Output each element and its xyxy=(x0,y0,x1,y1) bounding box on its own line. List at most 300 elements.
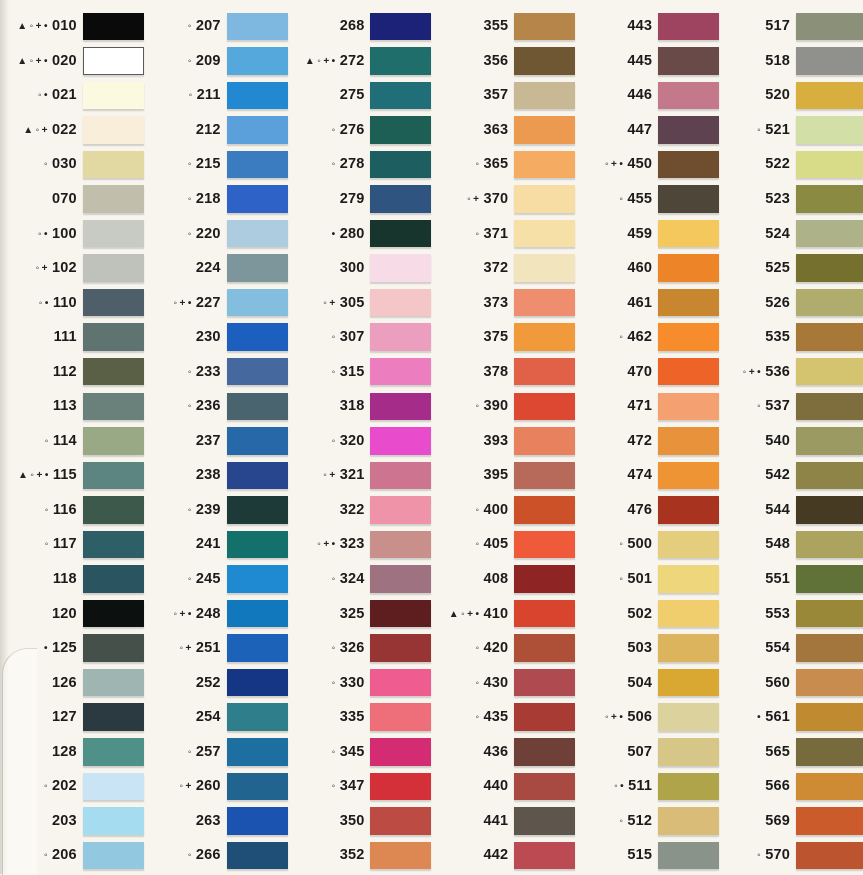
color-row-335 xyxy=(288,700,432,735)
color-swatch-420 xyxy=(514,634,575,662)
color-row-206 xyxy=(0,838,144,873)
color-swatch-378 xyxy=(514,358,575,386)
color-code-label: 535 xyxy=(765,329,790,346)
color-swatch-323 xyxy=(370,531,431,559)
color-swatch-320 xyxy=(370,427,431,455)
color-row-125 xyxy=(0,631,144,666)
color-swatch-118 xyxy=(83,565,144,593)
color-swatch-260 xyxy=(227,773,288,801)
symbol-marks: ◦+• xyxy=(173,608,194,620)
color-row-436 xyxy=(431,734,575,769)
color-row-278 xyxy=(288,147,432,182)
color-code-label: 318 xyxy=(339,398,365,415)
color-code-label: ◦ 257 xyxy=(187,743,221,760)
color-row-357 xyxy=(431,78,575,113)
color-code-label: 325 xyxy=(339,605,365,622)
color-code-label: 268 xyxy=(339,18,365,35)
color-swatch-279 xyxy=(370,185,431,213)
symbol-marks: ◦ xyxy=(619,815,626,827)
color-swatch-474 xyxy=(658,462,719,490)
symbol-marks: ◦ xyxy=(331,643,338,655)
color-code-label: ◦+• 248 xyxy=(173,605,221,622)
color-code-label: 224 xyxy=(195,260,221,277)
symbol-marks: ◦ xyxy=(475,159,482,171)
color-swatch-280 xyxy=(370,220,431,248)
symbol-marks: ◦ xyxy=(43,781,51,793)
color-code-label: ◦ 400 xyxy=(475,501,509,518)
color-row-445 xyxy=(575,44,719,79)
color-code-label: 565 xyxy=(765,743,790,760)
color-swatch-536 xyxy=(796,358,863,386)
color-row-241 xyxy=(144,527,288,562)
color-code-label: ◦• 100 xyxy=(37,225,77,242)
symbol-marks: ▲◦+• xyxy=(304,55,338,67)
color-swatch-554 xyxy=(796,634,863,662)
symbol-marks: ▲◦+• xyxy=(17,55,51,67)
color-code-label: ◦ 501 xyxy=(619,571,653,588)
color-swatch-257 xyxy=(227,738,288,766)
color-code-label: 350 xyxy=(339,812,365,829)
color-code-label: 542 xyxy=(765,467,790,484)
color-code-label: ◦ 420 xyxy=(475,640,509,657)
color-row-117 xyxy=(0,527,144,562)
color-code-label: 472 xyxy=(627,432,653,449)
color-swatch-345 xyxy=(370,738,431,766)
color-row-215 xyxy=(144,147,288,182)
swatch-column-1 xyxy=(0,9,144,874)
color-swatch-356 xyxy=(514,47,575,75)
color-row-275 xyxy=(288,78,432,113)
color-row-540 xyxy=(719,424,863,459)
color-swatch-220 xyxy=(227,220,288,248)
color-swatch-565 xyxy=(796,738,863,766)
symbol-marks: ◦ xyxy=(619,194,626,205)
color-row-260 xyxy=(144,769,288,804)
color-code-label: ◦+ 370 xyxy=(467,191,509,207)
color-code-label: ◦ 435 xyxy=(475,709,509,726)
color-swatch-393 xyxy=(514,427,575,455)
symbol-marks: ◦ xyxy=(187,504,194,516)
color-code-label: 523 xyxy=(765,191,790,207)
color-swatch-551 xyxy=(796,565,863,593)
color-swatch-518 xyxy=(796,47,863,75)
color-code-label: ▲◦+• 010 xyxy=(17,18,77,35)
color-swatch-436 xyxy=(514,738,575,766)
symbol-marks: ◦ xyxy=(331,781,338,793)
color-code-label: 120 xyxy=(52,605,77,622)
symbol-marks: ◦+• xyxy=(604,712,626,724)
color-swatch-111 xyxy=(83,323,144,351)
color-code-label: ▲◦+• 020 xyxy=(17,52,77,69)
symbol-marks: ◦+ xyxy=(35,263,51,275)
color-row-236 xyxy=(144,389,288,424)
color-code-label: 470 xyxy=(627,363,653,380)
color-swatch-350 xyxy=(370,807,431,835)
color-swatch-440 xyxy=(514,773,575,801)
color-code-label: ◦ 390 xyxy=(475,398,509,415)
symbol-marks: ◦ xyxy=(331,159,338,171)
color-row-352 xyxy=(288,838,432,873)
color-swatch-218 xyxy=(227,185,288,213)
color-code-label: ◦ 236 xyxy=(187,398,221,415)
color-row-305 xyxy=(288,285,432,320)
color-code-label: ◦ 209 xyxy=(187,52,221,69)
color-swatch-330 xyxy=(370,669,431,697)
color-code-label: 300 xyxy=(339,260,365,277)
color-swatch-540 xyxy=(796,427,863,455)
color-row-350 xyxy=(288,804,432,839)
color-code-label: 525 xyxy=(765,260,790,277)
color-swatch-202 xyxy=(83,773,144,801)
color-code-label: ◦• 110 xyxy=(38,294,77,311)
color-code-label: 440 xyxy=(483,778,509,795)
color-swatch-511 xyxy=(658,773,719,801)
color-code-label: 127 xyxy=(52,709,77,726)
color-row-115 xyxy=(0,458,144,493)
color-row-257 xyxy=(144,734,288,769)
color-swatch-355 xyxy=(514,13,575,41)
color-swatch-305 xyxy=(370,289,431,317)
symbol-marks: ◦ xyxy=(475,643,482,655)
color-swatch-370 xyxy=(514,185,575,213)
color-code-label: ◦ 266 xyxy=(187,847,221,864)
color-swatch-447 xyxy=(658,116,719,144)
color-row-102 xyxy=(0,251,144,286)
color-code-label: ◦ 330 xyxy=(331,674,365,691)
color-row-518 xyxy=(719,44,863,79)
color-row-300 xyxy=(288,251,432,286)
color-code-label: 544 xyxy=(765,501,790,518)
symbol-marks: ◦+• xyxy=(604,159,626,171)
color-row-443 xyxy=(575,9,719,44)
color-swatch-373 xyxy=(514,289,575,317)
color-row-251 xyxy=(144,631,288,666)
color-code-label: 275 xyxy=(339,87,365,104)
color-code-label: ◦ 116 xyxy=(44,501,77,518)
color-row-393 xyxy=(431,424,575,459)
color-code-label: ◦+ 305 xyxy=(323,294,365,311)
color-row-113 xyxy=(0,389,144,424)
color-swatch-512 xyxy=(658,807,719,835)
color-swatch-502 xyxy=(658,600,719,628)
color-swatch-544 xyxy=(796,496,863,524)
color-swatch-500 xyxy=(658,531,719,559)
symbol-marks: ◦ xyxy=(44,504,51,516)
color-swatch-542 xyxy=(796,462,863,490)
symbol-marks: ◦+• xyxy=(317,539,338,551)
color-row-523 xyxy=(719,182,863,217)
color-swatch-127 xyxy=(83,703,144,731)
color-swatch-503 xyxy=(658,634,719,662)
color-swatch-461 xyxy=(658,289,719,317)
color-row-207 xyxy=(144,9,288,44)
color-code-label: 111 xyxy=(53,329,77,346)
symbol-marks: ◦+ xyxy=(467,194,482,205)
color-code-label: 445 xyxy=(627,52,653,69)
color-code-label: ◦+• 450 xyxy=(604,156,653,173)
color-row-371 xyxy=(431,216,575,251)
color-code-label: ◦ 278 xyxy=(331,156,365,173)
color-row-326 xyxy=(288,631,432,666)
color-code-label: ◦ 245 xyxy=(187,571,221,588)
color-row-570 xyxy=(719,838,863,873)
color-swatch-245 xyxy=(227,565,288,593)
color-row-515 xyxy=(575,838,719,873)
color-code-label: 569 xyxy=(765,812,790,829)
color-code-label: ◦ 320 xyxy=(331,432,365,449)
color-code-label: ◦ 206 xyxy=(43,847,77,864)
color-code-label: ◦+• 506 xyxy=(604,709,653,726)
color-row-442 xyxy=(431,838,575,873)
symbol-marks: ◦ xyxy=(475,228,482,240)
color-swatch-535 xyxy=(796,323,863,351)
color-code-label: ◦ 345 xyxy=(331,743,365,760)
color-code-label: 118 xyxy=(52,571,77,588)
color-row-111 xyxy=(0,320,144,355)
symbol-marks: ▲◦+• xyxy=(18,470,51,482)
color-row-535 xyxy=(719,320,863,355)
color-code-label: ◦ 430 xyxy=(475,674,509,691)
color-code-label: ◦• 021 xyxy=(37,87,77,104)
color-code-label: 113 xyxy=(52,398,77,415)
color-code-label: 241 xyxy=(195,536,221,553)
color-code-label: 551 xyxy=(765,571,790,588)
color-row-542 xyxy=(719,458,863,493)
color-row-405 xyxy=(431,527,575,562)
color-swatch-236 xyxy=(227,393,288,421)
color-row-471 xyxy=(575,389,719,424)
color-code-label: ◦ 315 xyxy=(331,363,365,380)
color-swatch-112 xyxy=(83,358,144,386)
color-code-label: ◦ 233 xyxy=(187,363,221,380)
color-swatch-515 xyxy=(658,842,719,870)
color-code-label: ◦+ 251 xyxy=(179,640,221,657)
color-swatch-462 xyxy=(658,323,719,351)
color-swatch-275 xyxy=(370,82,431,110)
color-code-label: ◦ 570 xyxy=(757,847,790,864)
color-swatch-203 xyxy=(83,807,144,835)
color-row-440 xyxy=(431,769,575,804)
color-swatch-254 xyxy=(227,703,288,731)
color-swatch-526 xyxy=(796,289,863,317)
color-row-318 xyxy=(288,389,432,424)
color-swatch-561 xyxy=(796,703,863,731)
color-code-label: 553 xyxy=(765,605,790,622)
color-code-label: 373 xyxy=(483,294,509,311)
color-code-label: 548 xyxy=(765,536,790,553)
color-row-248 xyxy=(144,596,288,631)
color-row-447 xyxy=(575,113,719,148)
color-swatch-110 xyxy=(83,289,144,317)
color-code-label: ▲◦+• 115 xyxy=(18,467,77,484)
color-code-label: ◦ 239 xyxy=(187,501,221,518)
color-row-356 xyxy=(431,44,575,79)
color-swatch-300 xyxy=(370,254,431,282)
color-row-521 xyxy=(719,113,863,148)
color-row-525 xyxy=(719,251,863,286)
color-code-label: 517 xyxy=(765,18,790,35)
color-swatch-363 xyxy=(514,116,575,144)
symbol-marks: ◦ xyxy=(187,401,194,413)
color-row-378 xyxy=(431,354,575,389)
symbol-marks: ◦ xyxy=(475,677,482,689)
symbol-marks: ◦ xyxy=(331,124,338,136)
color-swatch-102 xyxy=(83,254,144,282)
color-row-511 xyxy=(575,769,719,804)
symbol-marks: ◦ xyxy=(475,504,482,516)
color-row-472 xyxy=(575,424,719,459)
color-swatch-430 xyxy=(514,669,575,697)
color-swatch-278 xyxy=(370,151,431,179)
color-row-268 xyxy=(288,9,432,44)
color-swatch-525 xyxy=(796,254,863,282)
color-swatch-030 xyxy=(83,151,144,179)
color-code-label: 395 xyxy=(483,467,509,484)
symbol-marks: ◦ xyxy=(475,539,482,551)
color-code-label: ◦ 326 xyxy=(331,640,365,657)
color-swatch-120 xyxy=(83,600,144,628)
swatch-column-4 xyxy=(431,9,575,874)
color-code-label: 471 xyxy=(627,398,653,415)
swatch-column-2 xyxy=(144,9,288,874)
color-row-408 xyxy=(431,562,575,597)
color-code-label: ◦+• 536 xyxy=(742,363,790,380)
color-code-label: 070 xyxy=(52,191,77,207)
symbol-marks: ◦+ xyxy=(179,781,194,793)
symbol-marks: ◦ xyxy=(331,366,338,378)
color-row-355 xyxy=(431,9,575,44)
color-swatch-435 xyxy=(514,703,575,731)
color-row-112 xyxy=(0,354,144,389)
color-swatch-113 xyxy=(83,393,144,421)
color-row-517 xyxy=(719,9,863,44)
color-row-230 xyxy=(144,320,288,355)
color-swatch-375 xyxy=(514,323,575,351)
color-code-label: ◦+ 321 xyxy=(323,467,365,484)
color-swatch-560 xyxy=(796,669,863,697)
color-swatch-128 xyxy=(83,738,144,766)
color-code-label: 459 xyxy=(627,225,653,242)
color-row-554 xyxy=(719,631,863,666)
color-row-560 xyxy=(719,665,863,700)
color-row-022 xyxy=(0,113,144,148)
color-swatch-352 xyxy=(370,842,431,870)
color-code-label: ◦ 218 xyxy=(187,191,221,207)
symbol-marks: ◦ xyxy=(187,159,194,171)
color-swatch-315 xyxy=(370,358,431,386)
color-row-565 xyxy=(719,734,863,769)
color-row-553 xyxy=(719,596,863,631)
color-code-label: 378 xyxy=(483,363,509,380)
color-code-label: 263 xyxy=(195,812,221,829)
color-row-280 xyxy=(288,216,432,251)
color-swatch-520 xyxy=(796,82,863,110)
color-row-126 xyxy=(0,665,144,700)
color-swatch-100 xyxy=(83,220,144,248)
color-swatch-239 xyxy=(227,496,288,524)
color-row-118 xyxy=(0,562,144,597)
color-row-202 xyxy=(0,769,144,804)
color-row-276 xyxy=(288,113,432,148)
color-swatch-476 xyxy=(658,496,719,524)
color-row-520 xyxy=(719,78,863,113)
color-row-503 xyxy=(575,631,719,666)
symbol-marks: ◦ xyxy=(43,850,51,862)
color-swatch-553 xyxy=(796,600,863,628)
color-swatch-523 xyxy=(796,185,863,213)
symbol-marks: ▲◦+• xyxy=(17,21,51,33)
color-code-label: 357 xyxy=(483,87,509,104)
symbol-marks: ◦ xyxy=(187,228,194,240)
color-code-label: 252 xyxy=(195,674,221,691)
color-code-label: 128 xyxy=(52,743,77,760)
color-code-label: 502 xyxy=(627,605,653,622)
color-swatch-410 xyxy=(514,600,575,628)
color-swatch-357 xyxy=(514,82,575,110)
color-row-363 xyxy=(431,113,575,148)
color-row-400 xyxy=(431,493,575,528)
color-swatch-570 xyxy=(796,842,863,870)
color-code-label: ◦ 512 xyxy=(619,812,653,829)
color-swatch-114 xyxy=(83,427,144,455)
color-code-label: 522 xyxy=(765,156,790,173)
color-row-254 xyxy=(144,700,288,735)
color-swatch-251 xyxy=(227,634,288,662)
color-row-551 xyxy=(719,562,863,597)
color-swatch-450 xyxy=(658,151,719,179)
color-row-375 xyxy=(431,320,575,355)
color-row-370 xyxy=(431,182,575,217)
color-code-label: ◦ 521 xyxy=(757,121,790,138)
color-row-390 xyxy=(431,389,575,424)
color-row-266 xyxy=(144,838,288,873)
color-code-label: 515 xyxy=(627,847,653,864)
color-row-500 xyxy=(575,527,719,562)
color-row-455 xyxy=(575,182,719,217)
color-code-label: 203 xyxy=(52,812,77,829)
color-row-212 xyxy=(144,113,288,148)
swatch-column-3 xyxy=(288,9,432,874)
color-code-label: 393 xyxy=(483,432,509,449)
color-row-239 xyxy=(144,493,288,528)
color-row-030 xyxy=(0,147,144,182)
color-row-435 xyxy=(431,700,575,735)
color-code-label: 474 xyxy=(627,467,653,484)
color-row-548 xyxy=(719,527,863,562)
color-code-label: 540 xyxy=(765,432,790,449)
color-row-410 xyxy=(431,596,575,631)
color-row-536 xyxy=(719,354,863,389)
color-row-233 xyxy=(144,354,288,389)
color-row-322 xyxy=(288,493,432,528)
color-code-label: ◦ 207 xyxy=(187,18,221,35)
color-code-label: ◦ 220 xyxy=(187,225,221,242)
color-swatch-070 xyxy=(83,185,144,213)
color-row-021 xyxy=(0,78,144,113)
color-code-label: 441 xyxy=(483,812,509,829)
color-swatch-230 xyxy=(227,323,288,351)
color-code-label: ◦ 114 xyxy=(44,432,77,449)
symbol-marks: ◦• xyxy=(614,781,627,793)
color-code-label: ▲◦+• 272 xyxy=(304,52,365,69)
symbol-marks: ◦ xyxy=(187,55,194,67)
color-code-label: 238 xyxy=(195,467,221,484)
color-row-070 xyxy=(0,182,144,217)
color-code-label: ◦ 500 xyxy=(619,536,653,553)
color-swatch-371 xyxy=(514,220,575,248)
color-swatch-446 xyxy=(658,82,719,110)
symbol-marks: ◦ xyxy=(44,539,51,551)
